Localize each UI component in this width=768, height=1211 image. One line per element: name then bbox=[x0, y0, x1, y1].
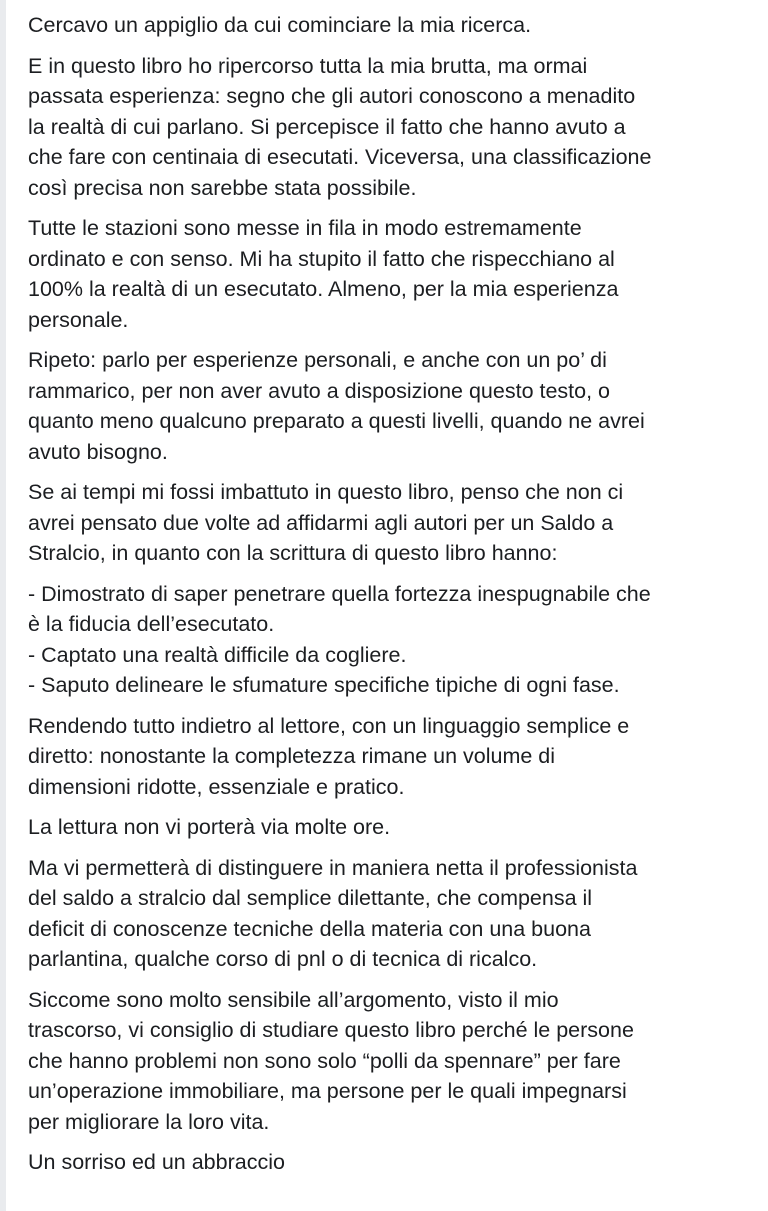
text-line: Stralcio, in quanto con la scrittura di questo libro hanno: bbox=[28, 541, 558, 565]
text-line: che hanno problemi non sono solo “polli da spennare” per fare bbox=[28, 1048, 621, 1073]
text-line: un’operazione immobiliare, ma persone per le quali impegnarsi bbox=[28, 1079, 627, 1103]
text-line: - Dimostrato di saper penetrare quella fortezza inespugnabile che bbox=[28, 581, 651, 606]
text-line: Ripeto: parlo per esperienze personali, e anche con un po’ di bbox=[28, 348, 607, 372]
text-line: Tutte le stazioni sono messe in fila in modo estremamente bbox=[28, 216, 582, 240]
paragraph bbox=[28, 1147, 748, 1178]
text-line: la realtà di cui parlano. Si percepisce il fatto che hanno avuto a bbox=[28, 114, 626, 139]
text-line: Ma vi permetterà di distinguere in maniera netta il professionista bbox=[28, 855, 638, 880]
text-line: Rendendo tutto indietro al lettore, con un linguaggio semplice e bbox=[28, 713, 630, 738]
paragraph bbox=[28, 853, 748, 975]
paragraph bbox=[28, 51, 748, 204]
text-line: diretto: nonostante la completezza rimane un volume di bbox=[28, 744, 556, 768]
text-line: 100% la realtà di un esecutato. Almeno, per la mia esperienza bbox=[28, 277, 619, 301]
paragraph bbox=[28, 10, 748, 41]
text-line: per migliorare la loro vita. bbox=[28, 1109, 270, 1134]
paragraph bbox=[28, 812, 748, 843]
text-line: passata esperienza: segno che gli autori conoscono a menadito bbox=[28, 84, 636, 108]
paragraph bbox=[28, 345, 748, 467]
text-line: ordinato e con senso. Mi ha stupito il fatto che rispecchiano al bbox=[28, 246, 615, 271]
paragraph bbox=[28, 213, 748, 335]
text-line: E in questo libro ho ripercorso tutta la mia brutta, ma ormai bbox=[28, 53, 588, 78]
text-line: trascorso, vi consiglio di studiare questo libro perché le persone bbox=[28, 1018, 634, 1042]
paragraph bbox=[28, 477, 748, 569]
text-line: Siccome sono molto sensibile all’argomento, visto il mio bbox=[28, 987, 559, 1012]
text-line: che fare con centinaia di esecutati. Viceversa, una classificazione bbox=[28, 145, 652, 169]
text-line: avrei pensato due volte ad affidarmi agli autori per un Saldo a bbox=[28, 510, 614, 535]
text-line: è la fiducia dell’esecutato. bbox=[28, 612, 275, 636]
text-line: La lettura non vi porterà via molte ore. bbox=[28, 815, 391, 839]
text-line: Un sorriso ed un abbraccio bbox=[28, 1150, 285, 1174]
text-line: Se ai tempi mi fossi imbattuto in questo libro, penso che non ci bbox=[28, 480, 624, 504]
paragraph bbox=[28, 711, 748, 803]
post-text bbox=[28, 10, 748, 1178]
text-line: dimensioni ridotte, essenziale e pratico. bbox=[28, 774, 405, 799]
text-line: Cercavo un appiglio da cui cominciare la mia ricerca. bbox=[28, 13, 532, 37]
text-line: così precisa non sarebbe stata possibile. bbox=[28, 175, 417, 200]
paragraph bbox=[28, 579, 748, 701]
text-line: del saldo a stralcio dal semplice dilettante, che compensa il bbox=[28, 886, 593, 910]
text-line: avuto bisogno. bbox=[28, 439, 168, 464]
left-border bbox=[0, 0, 6, 1211]
paragraph bbox=[28, 985, 748, 1138]
text-line: deficit di conoscenze tecniche della materia con una buona bbox=[28, 916, 591, 941]
text-line: quanto meno qualcuno preparato a questi livelli, quando ne avrei bbox=[28, 409, 645, 433]
text-line: - Captato una realtà difficile da cogliere. bbox=[28, 642, 407, 667]
text-line: parlantina, qualche corso di pnl o di tecnica di ricalco. bbox=[28, 947, 538, 971]
text-line: personale. bbox=[28, 307, 129, 332]
text-line: rammarico, per non aver avuto a disposizione questo testo, o bbox=[28, 378, 611, 403]
text-line: - Saputo delineare le sfumature specifiche tipiche di ogni fase. bbox=[28, 673, 620, 697]
